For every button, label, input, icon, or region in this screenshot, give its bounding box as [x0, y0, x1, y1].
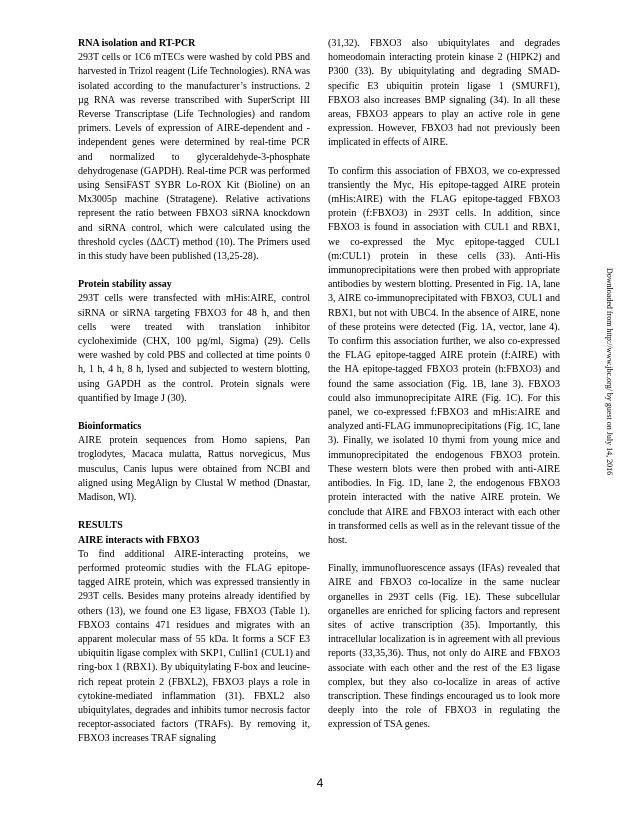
page-number: 4 — [316, 776, 324, 790]
paragraph-protein-stability: 293T cells were transfected with mHis:AIRE, control siRNA or siRNA targeting FBXO3 for 48 h, and then cells were treated with translation inhibitor cycloheximide (CHX, 100 µg/ml, Sigma) (29). Cells were washed by cold PBS and collected at time points 0 h, 1 h, 4 h, 8 h, lysed and subjected to western blotting, using GAPDH as the control. Protein signals were quantified by Image J (30). — [78, 293, 310, 404]
section-heading-protein-stability: Protein stability assay — [78, 279, 172, 291]
paragraph-bioinformatics: AIRE protein sequences from Homo sapiens, Pan troglodytes, Macaca mulatta, Rattus norvegicus, Mus musculus, Canis lupus were obtained from NCBI and aligned using MegAlign by Clustal W method (Dnastar, Madison, WI). — [78, 435, 310, 504]
section-heading-bioinformatics: Bioinformatics — [78, 421, 142, 433]
right-column — [328, 37, 560, 733]
paragraph-right-1: (31,32). FBXO3 also ubiquitylates and degrades homeodomain interacting protein kinase 2 (HIPK2) and P300 (33). By ubiquitylating and degrading SMAD-specific E3 ubiquitin protein ligase 1 (SMURF1), FBXO3 also increases BMP signaling (34). In all these areas, FBXO3 appears to play an active role in gene expression. However, FBXO3 had not previously been implicated in effects of AIRE. — [328, 38, 560, 149]
paragraph-right-3: Finally, immunofluorescence assays (IFAs) revealed that AIRE and FBXO3 co-localize in the same nuclear organelles in 293T cells (Fig. 1E). These subcellular organelles are enriched for splicing factors and represent sites of active transcription (35). Importantly, this intracellular localization is in agreement with all previous reports (33,35,36). Thus, not only do AIRE and FBXO3 associate with each other and the rest of the E3 ligase complex, but they also co-localize in areas of active transcription. These findings encouraged us to look more deeply into the role of FBXO3 in regulating the expression of TSA genes. — [328, 563, 560, 731]
left-column — [78, 37, 310, 747]
paragraph-rna-isolation: 293T cells or 1C6 mTECs were washed by cold PBS and harvested in Trizol reagent (Life Technologies). RNA was isolated according to the manufacturer’s instructions. 2 µg RNA was reverse transcribed with SuperScript III Reverse Transcriptase (Life Technologies) and random primers. Levels of expression of AIRE-dependent and -independent genes were determined by real-time PCR and normalized to glyceraldehyde-3-phosphate dehydrogenase (GAPDH). Real-time PCR was performed using SensiFAST SYBR Lo-ROX Kit (Bioline) on an Mx3005p machine (Stratagene). Relative activations represent the ratio between FBXO3 siRNA knockdown and siRNA control, which were calculated using the threshold cycles (ΔΔCT) method (10). The Primers used in this study have been published (13,25-28). — [78, 52, 310, 263]
section-heading-aire-fbxo3: AIRE interacts with FBXO3 — [78, 534, 200, 546]
download-notice — [605, 268, 625, 553]
paragraph-right-2: To confirm this association of FBXO3, we co-expressed transiently the Myc, His epitope-tagged AIRE protein (mHis:AIRE) with the FLAG epitope-tagged FBXO3 protein (f:FBXO3) in 293T cells. In addition, since FBXO3 is found in association with CUL1 and RBX1, we co-expressed the Myc epitope-tagged CUL1 (m:CUL1) protein in these cells (33). Anti-His immunoprecipitations were then probed with appropriate antibodies by western blotting. Presented in Fig. 1A, lane 3, AIRE co-immunoprecipitated with FBXO3, CUL1 and RBX1, but not with UBC4. In the absence of AIRE, none of these proteins were detected (Fig. 1A, vector, lane 4). To confirm this association further, we also co-expressed the FLAG epitope-tagged AIRE protein (f:AIRE) with the HA epitope-tagged FBXO3 protein (h:FBXO3) and found the same association (Fig. 1B, lane 3). FBXO3 could also immunoprecipitate AIRE (Fig. 1C). For this panel, we co-expressed f:FBXO3 and mHis:AIRE and analyzed anti-FLAG immunoprecipitations (Fig. 1C, lane 3). Finally, we isolated 10 thymi from young mice and immunoprecipitated the endogenous FBXO3 protein. These western blots were then probed with anti-AIRE antibodies. In Fig. 1D, lane 2, the endogenous FBXO3 protein interacted with the native AIRE protein. We conclude that AIRE and FBXO3 interact with each other in transformed cells as well as in the relevant tissue of the host. — [328, 165, 560, 546]
section-heading-results: RESULTS — [78, 520, 123, 532]
section-heading-rna-isolation: RNA isolation and RT-PCR — [78, 38, 196, 49]
paragraph-aire-fbxo3: To find additional AIRE-interacting proteins, we performed proteomic studies with the FLAG epitope-tagged AIRE protein, which was expressed transiently in 293T cells. Besides many proteins already identified by others (13), we found one E3 ligase, FBXO3 (Table 1). FBXO3 contains 471 residues and migrates with an apparent molecular mass of 55 kDa. It forms a SCF E3 ubiquitin ligase complex with SKP1, Cullin1 (CUL1) and ring-box 1 (RBX1). By ubiquitylating F-box and leucine-rich repeat protein 2 (FBXL2), FBXO3 plays a role in cytokine-mediated inflammation (31). FBXL2 also ubiquitylates, degrades and inhibits tumor necrosis factor receptor-associated factors (TRAFs). By removing it, FBXO3 increases TRAF signaling — [78, 548, 310, 745]
download-notice-text: Downloaded from http://www.jbc.org/ by guest on July 14, 2016 — [605, 268, 614, 476]
